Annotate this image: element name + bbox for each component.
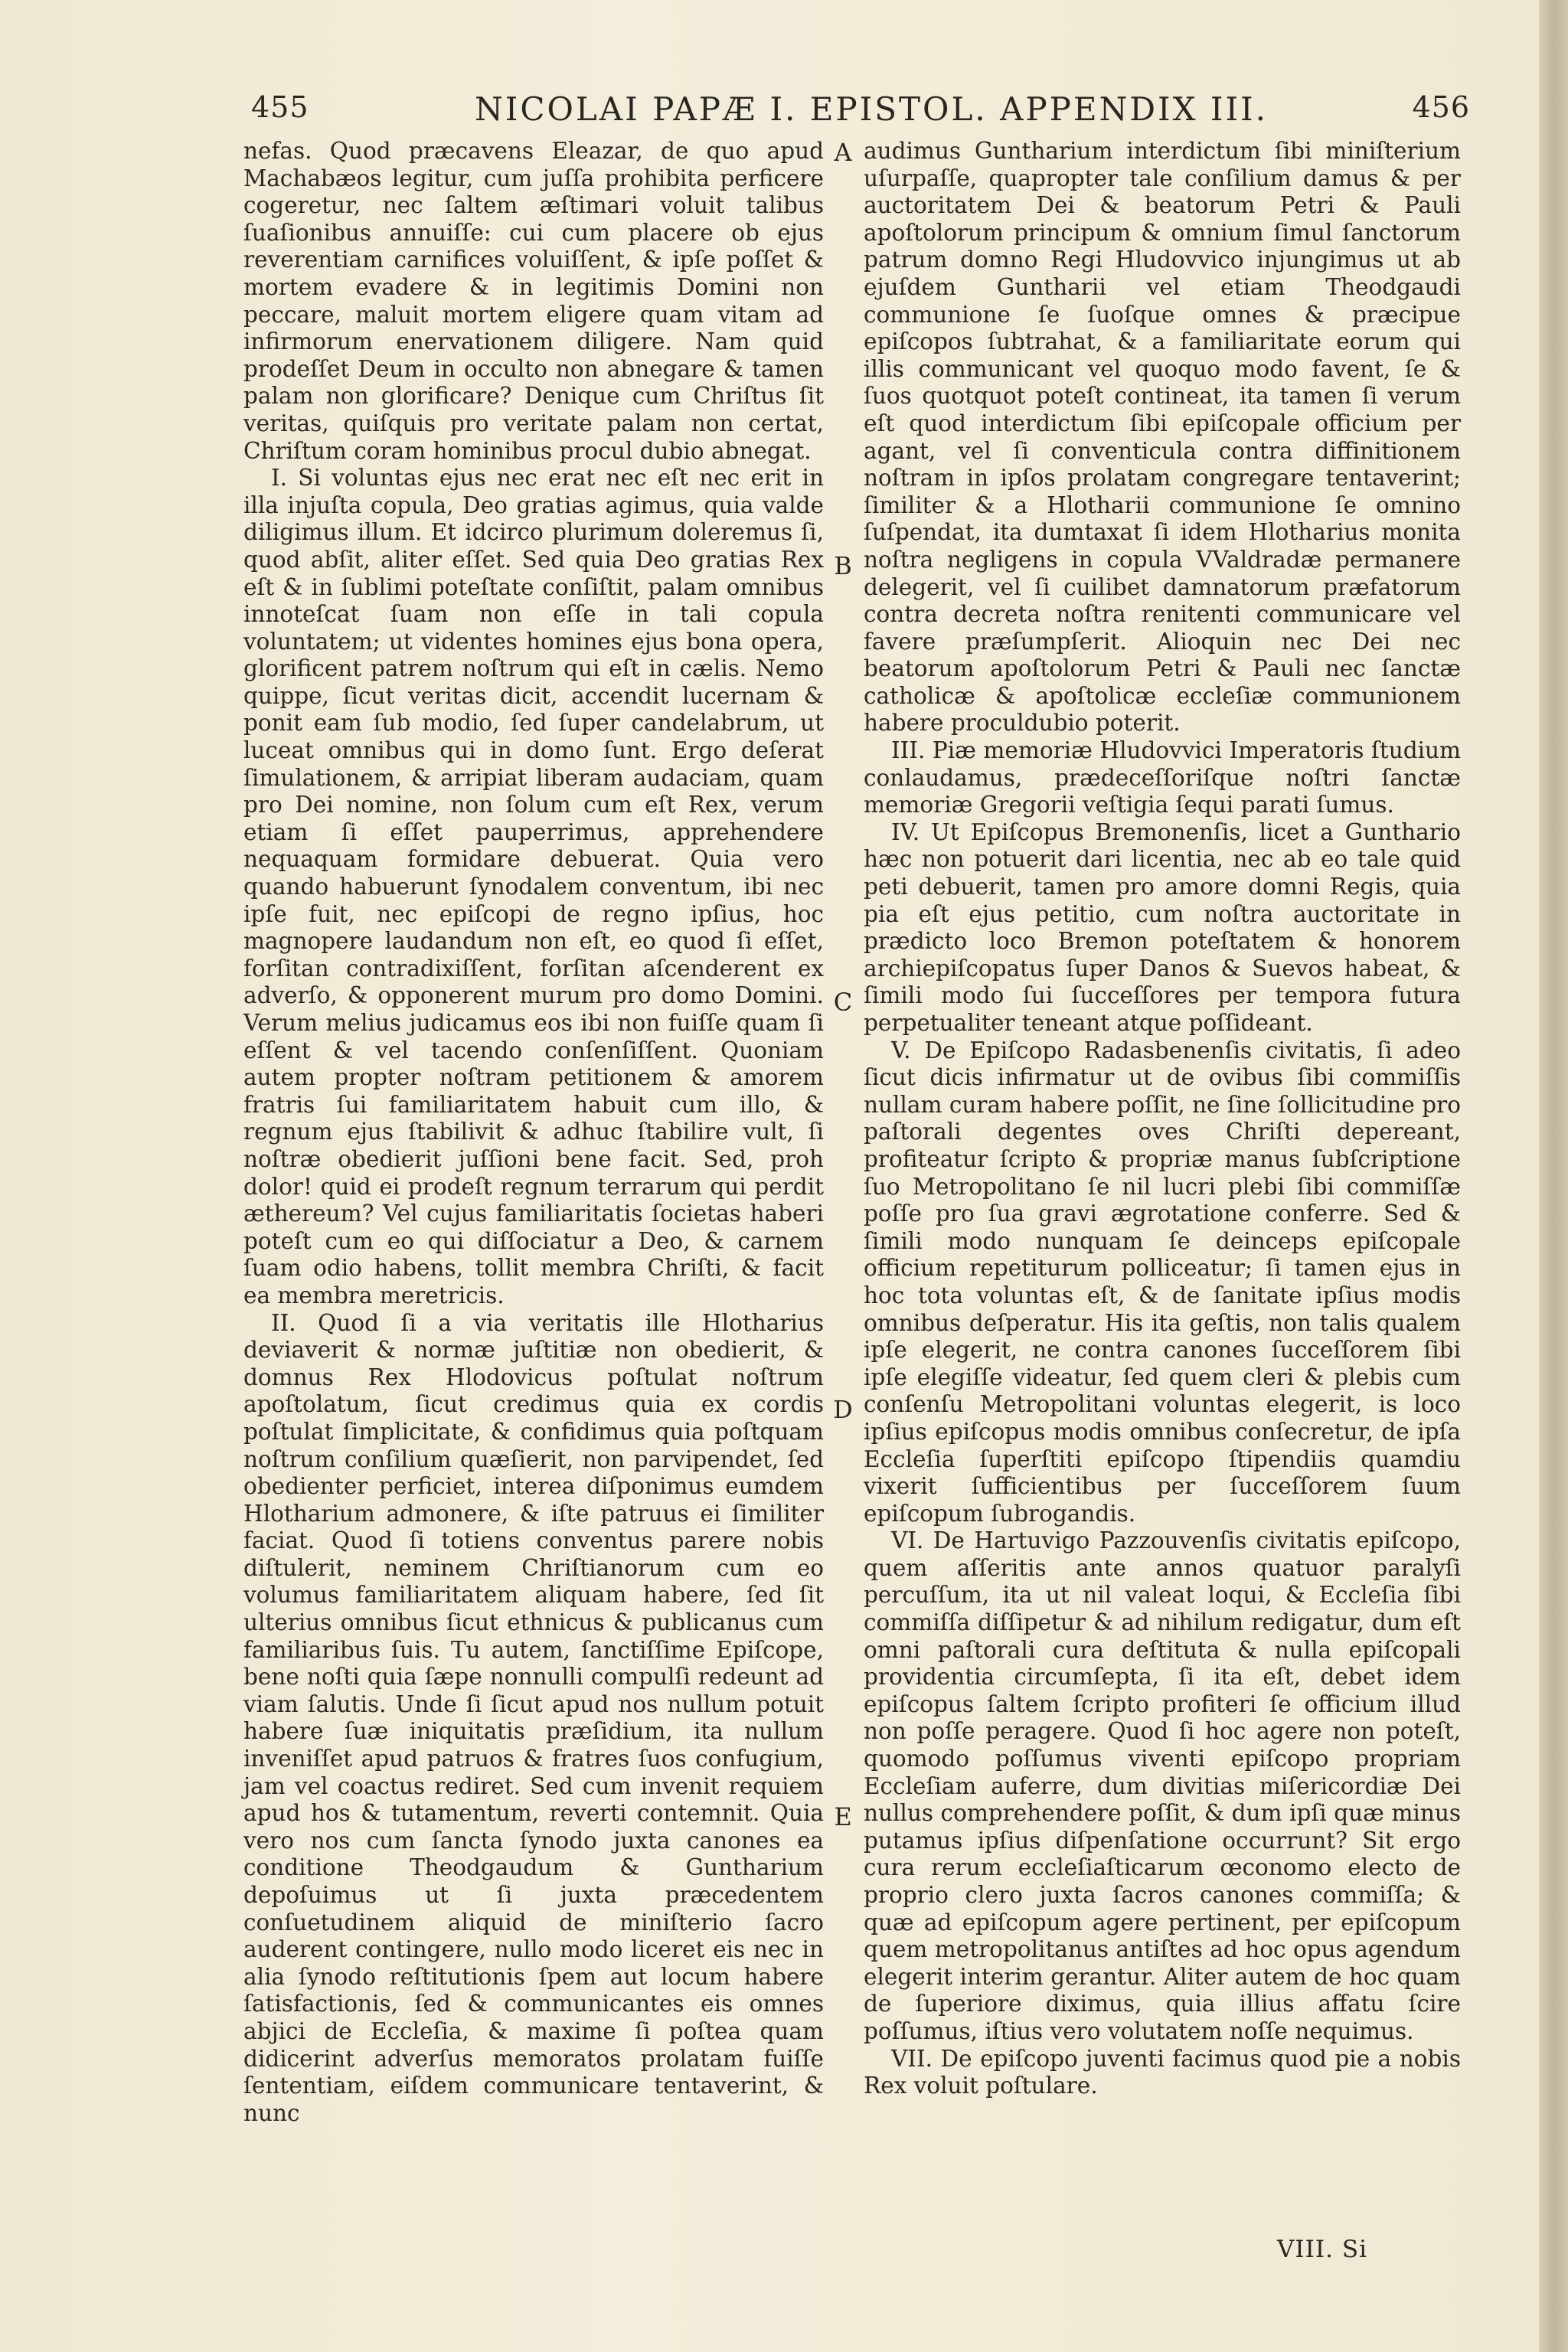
paragraph: VII. De epiſcopo juventi facimus quod pie a nobis Rex voluit poſtulare. xyxy=(864,2045,1461,2099)
paragraph: V. De Epiſcopo Radasbenenſis civitatis, ſi adeo ſicut dicis infirmatur ut de ovibus ſibi commiſſis nullam curam habere poſſit, ne ſine ſollicitudine pro paſtorali degentes oves Chriſti depereant, profiteatur ſcripto & propriæ manus ſubſcriptione ſuo Metropolitano ſe nil lucri plebi ſibi commiſſæ poſſe pro ſua gravi ægrotatione conferre. Sed & ſimili modo nunquam ſe deinceps epiſcopale officium repetiturum polliceatur; ſi tamen ejus in hoc tota voluntas eſt, & de ſanitate ipſius modis omnibus deſperatur. His ita geſtis, non talis qualem ipſe elegerit, ne contra canones ſucceſſorem ſibi ipſe elegiſſe videatur, ſed quem cleri & plebis cum conſenſu Metropolitani voluntas elegerit, is loco ipſius epiſcopus modis omnibus conſecretur, de ipſa Eccleſia ſuperſtiti epiſcopo ſtipendiis quamdiu vixerit ſufficientibus per ſucceſſorem ſuum epiſcopum ſubrogandis. xyxy=(864,1037,1461,1527)
running-header xyxy=(230,90,1470,136)
paragraph: III. Piæ memoriæ Hludovvici Imperatoris ſtudium conlaudamus, prædeceſſoriſque noſtri ſanctæ memoriæ Gregorii veſtigia ſequi parati ſumus. xyxy=(864,737,1461,818)
catchword: VIII. Si xyxy=(1277,2236,1367,2263)
margin-letter-c: C xyxy=(833,988,853,1017)
margin-letter-e: E xyxy=(834,1802,852,1831)
page-spine-edge xyxy=(1539,0,1568,2352)
margin-letter-b: B xyxy=(834,551,852,580)
paragraph: I. Si voluntas ejus nec erat nec eſt nec erit in illa injuſta copula, Deo gratias agimus, quia valde diligimus illum. Et idcirco plurimum doleremus ſi, quod abſit, aliter eſſet. Sed quia Deo gratias Rex eſt & in ſublimi poteſtate conſiſtit, palam omnibus innoteſcat ſuam non eſſe in tali copula voluntatem; ut videntes homines ejus bona opera, glorificent patrem noſtrum qui eſt in cælis. Nemo quippe, ſicut veritas dicit, accendit lucernam & ponit eam ſub modio, ſed ſuper candelabrum, ut luceat omnibus qui in domo ſunt. Ergo deſerat ſimulationem, & arripiat liberam audaciam, quam pro Dei nomine, non ſolum cum eſt Rex, verum etiam ſi eſſet pauperrimus, apprehendere nequaquam formidare debuerat. Quia vero quando habuerunt ſynodalem conventum, ibi nec ipſe fuit, nec epiſcopi de regno ipſius, hoc magnopere laudandum non eſt, eo quod ſi eſſet, forſitan contradixiſſent, forſitan aſcenderent ex adverſo, & opponerent murum pro domo Domini. Verum melius judicamus eos ibi non fuiſſe quam ſi eſſent & vel tacendo conſenſiſſent. Quoniam autem propter noſtram petitionem & amorem fratris ſui familiaritatem habuit cum illo, & regnum ejus ſtabilivit & adhuc ſtabilire vult, ſi noſtræ obedierit juſſioni bene facit. Sed, proh dolor! quid ei prodeſt regnum terrarum qui perdit æthereum? Vel cujus familiaritatis ſocietas haberi poteſt cum eo qui diſſociatur a Deo, & carnem ſuam odio habens, tollit membra Chriſti, & facit ea membra meretricis. xyxy=(243,465,824,1308)
page-number-left: 455 xyxy=(251,90,309,124)
right-text-column xyxy=(864,138,1461,2100)
margin-letter-d: D xyxy=(833,1395,853,1424)
left-text-column xyxy=(243,138,824,2127)
page-number-right: 456 xyxy=(1412,90,1470,124)
paragraph: nefas. Quod præcavens Eleazar, de quo apud Machabæos legitur, cum juſſa prohibita perficere cogeretur, nec ſaltem æſtimari voluit talibus ſuaſionibus annuiſſe: cui cum placere ob ejus reverentiam carnifices voluiſſent, & ipſe poſſet & mortem evadere & in legitimis Domini non peccare, maluit mortem eligere quam vitam ad infirmorum enervationem diligere. Nam quid prodeſſet Deum in occulto non abnegare & tamen palam non glorificare? Denique cum Chriſtus ſit veritas, quiſquis pro veritate palam non certat, Chriſtum coram hominibus procul dubio abnegat. xyxy=(243,138,824,464)
running-title: NICOLAI PAPÆ I. EPISTOL. APPENDIX III. xyxy=(475,90,1268,128)
paragraph: IV. Ut Epiſcopus Bremonenſis, licet a Gunthario hæc non potuerit dari licentia, nec ab eo tale quid peti debuerit, tamen pro amore domni Regis, quia pia eſt ejus petitio, cum noſtra auctoritate in prædicto loco Bremon poteſtatem & honorem archiepiſcopatus ſuper Danos & Suevos habeat, & ſimili modo ſui ſucceſſores per tempora futura perpetualiter teneant atque poſſideant. xyxy=(864,818,1461,1036)
paragraph: II. Quod ſi a via veritatis ille Hlotharius deviaverit & normæ juſtitiæ non obedierit, & domnus Rex Hlodovicus poſtulat noſtrum apoſtolatum, ſicut credimus quia ex cordis poſtulat ſimplicitate, & confidimus quia poſtquam noſtrum conſilium quæſierit, non parvipendet, ſed obedienter perficiet, interea diſponimus eumdem Hlotharium admonere, & iſte patruus ei ſimiliter faciat. Quod ſi totiens conventus parere nobis diſtulerit, neminem Chriſtianorum cum eo volumus familiaritatem aliquam habere, ſed ſit ulterius omnibus ſicut ethnicus & publicanus cum familiaribus ſuis. Tu autem, ſanctiſſime Epiſcope, bene noſti quia ſæpe nonnulli compulſi redeunt ad viam ſalutis. Unde ſi ſicut apud nos nullum potuit habere ſuæ iniquitatis præſidium, ita nullum inveniſſet apud patruos & fratres ſuos confugium, jam vel coactus rediret. Sed cum invenit requiem apud hos & tutamentum, reverti contemnit. Quia vero nos cum ſancta ſynodo juxta canones ea conditione Theodgaudum & Guntharium depoſuimus ut ſi juxta præcedentem conſuetudinem aliquid de miniſterio ſacro auderent contingere, nullo modo liceret eis nec in alia ſynodo reſtitutionis ſpem aut locum habere ſatisfactionis, ſed & communicantes eis omnes abjici de Eccleſia, & maxime ſi poſtea quam didicerint adverſus memoratos prolatam fuiſſe ſententiam, eiſdem communicare tentaverint, & nunc xyxy=(243,1309,824,2126)
paragraph: audimus Guntharium interdictum ſibi miniſterium uſurpaſſe, quapropter tale conſilium damus & per auctoritatem Dei & beatorum Petri & Pauli apoſtolorum principum & omnium ſimul ſanctorum patrum domno Regi Hludovvico injungimus ut ab ejuſdem Guntharii vel etiam Theodgaudi communione ſe ſuoſque omnes & præcipue epiſcopos ſubtrahat, & a familiaritate eorum qui illis communicant vel quoquo modo favent, ſe & ſuos quotquot poteſt contineat, ita tamen ſi verum eſt quod interdictum ſibi epiſcopale officium per agant, vel ſi conventicula contra diffinitionem noſtram in ipſos prolatam congregare tentaverint; ſimiliter & a Hlotharii communione ſe omnino ſuſpendat, ita dumtaxat ſi idem Hlotharius monita noſtra negligens in copula VValdradæ permanere delegerit, vel ſi cuilibet damnatorum præfatorum contra decreta noſtra renitenti communicare vel favere præſumpſerit. Alioquin nec Dei nec beatorum apoſtolorum Petri & Pauli nec ſanctæ catholicæ & apoſtolicæ eccleſiæ communionem habere proculdubio poterit. xyxy=(864,138,1461,737)
paragraph: VI. De Hartuvigo Pazzouvenſis civitatis epiſcopo, quem aſſeritis ante annos quatuor paralyſi percuſſum, ita ut nil valeat loqui, & Eccleſia ſibi commiſſa diſſipetur & ad nihilum redigatur, dum eſt omni paſtorali cura deſtituta & nulla epiſcopali providentia circumſepta, ſi ita eſt, debet idem epiſcopus ſaltem ſcripto profiteri ſe officium illud non poſſe peragere. Quod ſi hoc agere non poteſt, quomodo poſſumus viventi epiſcopo propriam Eccleſiam auferre, dum divitias miſericordiæ Dei nullus comprehendere poſſit, & dum ipſi quæ minus putamus ipſius diſpenſatione occurrunt? Sit ergo cura rerum eccleſiaſticarum œconomo electo de proprio clero juxta ſacros canones commiſſa; & quæ ad epiſcopum agere pertinent, per epiſcopum quem metropolitanus antiſtes ad hoc opus agendum elegerit interim gerantur. Aliter autem de hoc quam de ſuperiore diximus, quia illius affatu ſcire poſſumus, iſtius vero volutatem noſſe nequimus. xyxy=(864,1527,1461,2044)
margin-letter-a: A xyxy=(834,138,852,167)
